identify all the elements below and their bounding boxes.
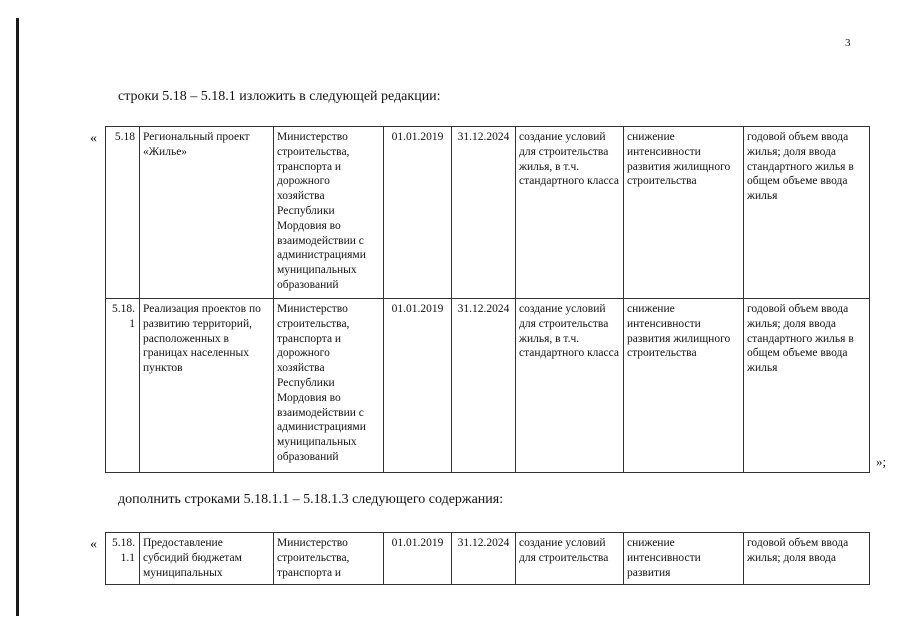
responsible-executor: Министерство строительства, транспорта и <box>274 533 384 585</box>
event-name: Предоставление субсидий бюджетам муниципальных <box>140 533 274 585</box>
intro-paragraph: строки 5.18 – 5.18.1 изложить в следующей редакции: <box>118 89 441 104</box>
event-name: Региональный проект «Жилье» <box>140 127 274 299</box>
end-date: 31.12.2024 <box>452 299 516 473</box>
non-implementation-consequence: снижение интенсивности развития <box>624 533 744 585</box>
expected-result: создание условий для строительства <box>516 533 624 585</box>
responsible-executor: Министерство строительства, транспорта и дорожного хозяйства Республики Мордовия во взаимодействии с администрациями муниципальных образований <box>274 127 384 299</box>
indicator-link: годовой объем ввода жилья; доля ввода стандартного жилья в общем объеме ввода жилья <box>744 127 870 299</box>
addition-paragraph: дополнить строками 5.18.1.1 – 5.18.1.3 следующего содержания: <box>118 492 504 507</box>
opening-quote-2: « <box>90 537 97 552</box>
non-implementation-consequence: снижение интенсивности развития жилищного строительства <box>624 299 744 473</box>
indicator-link: годовой объем ввода жилья; доля ввода стандартного жилья в общем объеме ввода жилья <box>744 299 870 473</box>
page-number: 3 <box>845 37 851 49</box>
addition-table <box>105 532 870 585</box>
start-date: 01.01.2019 <box>384 127 452 299</box>
responsible-executor: Министерство строительства, транспорта и дорожного хозяйства Республики Мордовия во взаимодействии с администрациями муниципальных образований <box>274 299 384 473</box>
expected-result: создание условий для строительства жилья, в т.ч. стандартного класса <box>516 127 624 299</box>
row-number: 5.18.1 <box>106 299 140 473</box>
start-date: 01.01.2019 <box>384 299 452 473</box>
indicator-link: годовой объем ввода жилья; доля ввода <box>744 533 870 585</box>
end-date: 31.12.2024 <box>452 127 516 299</box>
row-number: 5.18 <box>106 127 140 299</box>
scan-margin-bar <box>16 18 19 616</box>
closing-quote: »; <box>876 454 887 469</box>
end-date: 31.12.2024 <box>452 533 516 585</box>
non-implementation-consequence: снижение интенсивности развития жилищного строительства <box>624 127 744 299</box>
table-row <box>106 127 870 299</box>
start-date: 01.01.2019 <box>384 533 452 585</box>
event-name: Реализация проектов по развитию территорий, расположенных в границах населенных пунктов <box>140 299 274 473</box>
table-row <box>106 533 870 585</box>
row-number: 5.18.1.1 <box>106 533 140 585</box>
table-row <box>106 299 870 473</box>
expected-result: создание условий для строительства жилья, в т.ч. стандартного класса <box>516 299 624 473</box>
program-table <box>105 126 870 473</box>
opening-quote: « <box>90 131 97 146</box>
